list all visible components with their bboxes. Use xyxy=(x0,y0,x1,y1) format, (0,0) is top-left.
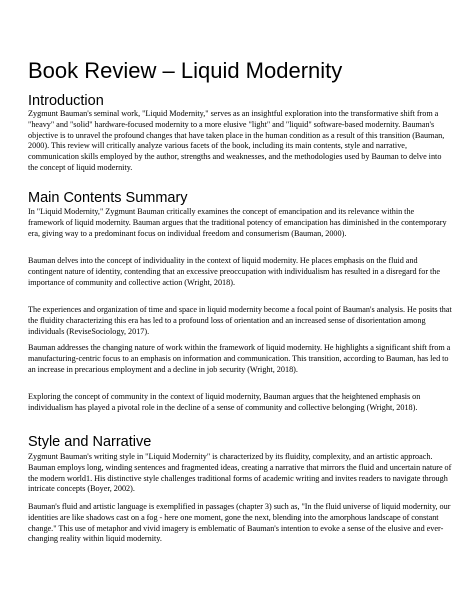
page-title: Book Review – Liquid Modernity xyxy=(28,58,343,83)
paragraph: Bauman's fluid and artistic language is exemplified in passages (chapter 3) such as, "In the fluid universe of liquid modernity, our identities are like shadows cast on a fog - here one moment, gone the next, blending into the amorphous landscape of constant change." This use of metaphor and vivid imagery is emblematic of Bauman's intention to evoke a sense of the elusive and ever-changing reality within liquid modernity. xyxy=(28,502,451,544)
paragraph: Bauman addresses the changing nature of work within the framework of liquid modernity. He highlights a significant shift from a manufacturing-centric focus to an emphasis on information and communication. This transition, according to Bauman, has led to an increase in precarious employment and a decline in job security (Wright, 2018). xyxy=(28,343,451,374)
section-heading-introduction: Introduction xyxy=(28,93,104,109)
paragraph: In "Liquid Modernity," Zygmunt Bauman critically examines the concept of emancipation and its relevance within the framework of liquid modernity. Bauman argues that the traditional potency of emancipation has diminished in the contemporary era, giving way to a predominant focus on individual freedom and consumerism (Bauman, 2000). xyxy=(28,207,447,238)
section-heading-main-contents: Main Contents Summary xyxy=(28,190,188,206)
paragraph: Bauman delves into the concept of individuality in the context of liquid modernity. He places emphasis on the fluid and contingent nature of identity, contending that an excessive preoccupation with individualism has resulted in a disregard for the importance of community and collective action (Wright, 2018). xyxy=(28,256,441,287)
paragraph: Zygmunt Bauman's writing style in "Liquid Modernity" is characterized by its fluidity, complexity, and an artistic approach. Bauman employs long, winding sentences and fragmented ideas, creating a narrative that mirrors the fluid and uncertain nature of the modern world1. His distinctive style challenges traditional forms of academic writing and invites readers to navigate through intricate concepts (Boyer, 2002). xyxy=(28,452,452,494)
paragraph: The experiences and organization of time and space in liquid modernity become a focal point of Bauman's analysis. He posits that the fluidity characterizing this era has led to a profound loss of orientation and an increased sense of disorientation among individuals (ReviseSociology, 2017). xyxy=(28,305,452,336)
paragraph: Zygmunt Bauman's seminal work, "Liquid Modernity," serves as an insightful exploration into the transformative shift from a "heavy" and "solid" hardware-focused modernity to a more elusive "light" and "liquid" software-based modernity. Bauman's objective is to unravel the profound changes that have taken place in the human condition as a result of this transition (Bauman, 2000). This review will critically analyze various facets of the book, including its main contents, style and narrative, communication skills employed by the author, strengths and weaknesses, and the methodologies used by Bauman to delve into the concept of liquid modernity. xyxy=(28,109,445,172)
section-heading-style-narrative: Style and Narrative xyxy=(28,434,152,450)
paragraph: Exploring the concept of community in the context of liquid modernity, Bauman argues that the heightened emphasis on individualism has played a pivotal role in the decline of a sense of community and collective belonging (Wright, 2018). xyxy=(28,392,421,412)
